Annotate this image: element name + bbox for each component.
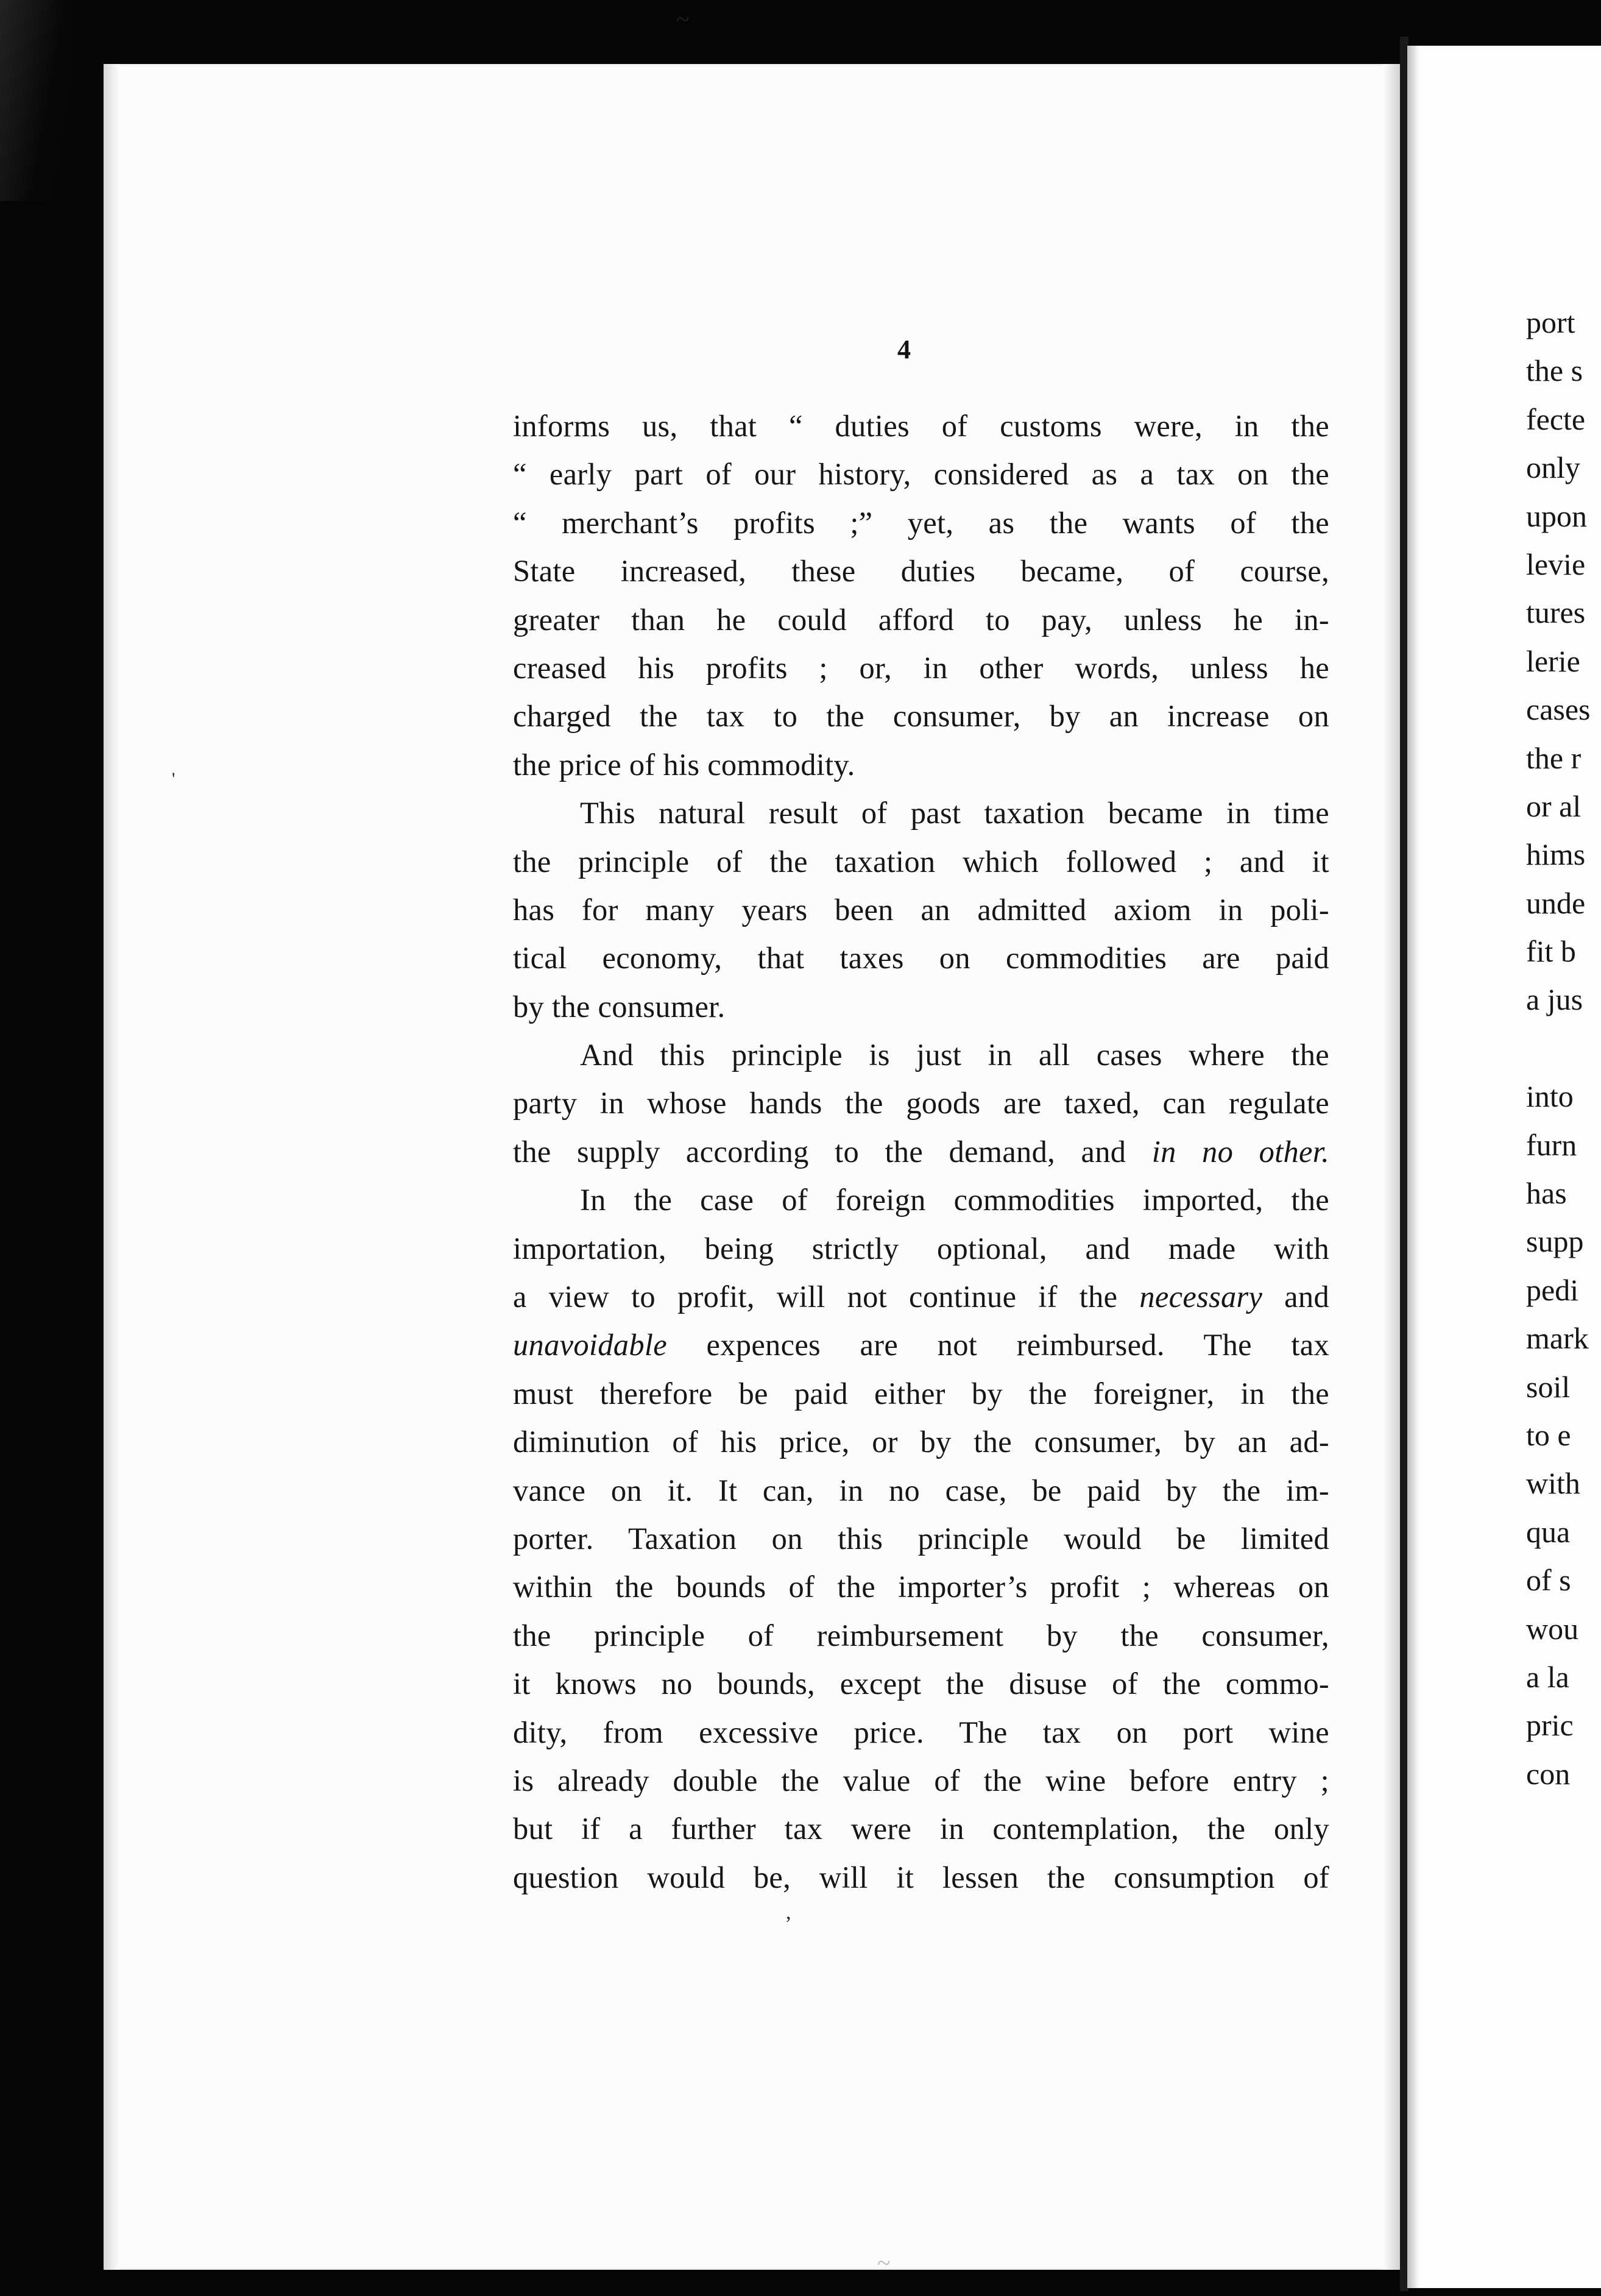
fragment-line: pedi	[1526, 1272, 1579, 1307]
fragment-line: port	[1526, 305, 1575, 339]
fragment-line: to e	[1526, 1417, 1571, 1452]
italic-run: in no other.	[1151, 1134, 1329, 1169]
fragment-line: supp	[1526, 1224, 1584, 1259]
text-line-with-italic	[513, 1128, 1329, 1176]
text-line: informs us, that “ duties of customs were, in the	[513, 409, 1329, 443]
text-line: diminution of his price, or by the consumer, by an ad-	[513, 1425, 1329, 1459]
text-line: the principle of the taxation which followed ; and it	[513, 844, 1329, 879]
text-line: question would be, will it lessen the consumption of	[513, 1860, 1329, 1894]
text-line: importation, being strictly optional, and made with	[513, 1231, 1329, 1266]
fragment-line: tures	[1526, 595, 1586, 630]
fragment-line: qua	[1526, 1514, 1571, 1549]
fragment-line: pric	[1526, 1708, 1574, 1743]
fragment-line: lerie	[1526, 643, 1580, 678]
text-line: greater than he could afford to pay, unless he in-	[513, 602, 1329, 637]
text-line: And this principle is just in all cases where the	[580, 1038, 1329, 1072]
text-line: but if a further tax were in contemplation, the only	[513, 1812, 1329, 1846]
text-run: the supply according to the demand, and	[513, 1134, 1152, 1169]
fragment-line: with	[1526, 1466, 1580, 1501]
text-line: by the consumer.	[513, 989, 726, 1024]
fragment-line: the s	[1526, 353, 1583, 388]
fragment-line: fecte	[1526, 402, 1586, 436]
text-line: “ early part of our history, considered as a tax on the	[513, 457, 1329, 492]
binding-shadow	[0, 0, 73, 201]
text-line-with-italic	[513, 1321, 1329, 1369]
fragment-line: furn	[1526, 1127, 1577, 1162]
italic-run: necessary	[1139, 1280, 1263, 1314]
text-line: charged the tax to the consumer, by an increase on	[513, 699, 1329, 734]
body-text	[513, 402, 1329, 1902]
fragment-line: of s	[1526, 1563, 1571, 1598]
scan-smudge-top: ~	[676, 5, 690, 33]
right-page-text-fragments	[1526, 299, 1601, 1798]
fragment-line: a la	[1526, 1659, 1569, 1694]
fragment-line: con	[1526, 1756, 1571, 1791]
fragment-line: upon	[1526, 498, 1587, 533]
fragment-line: only	[1526, 450, 1580, 485]
fragment-line: fit b	[1526, 934, 1576, 969]
text-line: In the case of foreign commodities imported, the	[580, 1183, 1329, 1217]
fragment-line: soil	[1526, 1369, 1571, 1404]
text-line: “ merchant’s profits ;” yet, as the wants of the	[513, 505, 1329, 540]
text-run: expences are not reimbursed. The tax	[666, 1328, 1329, 1362]
fragment-line: wou	[1526, 1611, 1579, 1646]
text-run: a view to profit, will not continue if the	[513, 1280, 1140, 1314]
text-line: the price of his commodity.	[513, 747, 855, 782]
fragment-line: has	[1526, 1176, 1567, 1211]
text-line: porter. Taxation on this principle would be limited	[513, 1521, 1329, 1556]
fragment-line: the r	[1526, 740, 1582, 775]
text-line: the principle of reimbursement by the consumer,	[513, 1618, 1329, 1653]
fragment-line: levie	[1526, 547, 1586, 581]
text-line: it knows no bounds, except the disuse of the commo-	[513, 1667, 1329, 1701]
fragment-line: a jus	[1526, 982, 1583, 1017]
fragment-line: mark	[1526, 1321, 1589, 1356]
text-line: tical economy, that taxes on commodities are paid	[513, 941, 1329, 976]
page-number: 4	[897, 335, 911, 364]
scan-speck: '	[172, 769, 175, 789]
fragment-line: unde	[1526, 885, 1586, 920]
fragment-line: or al	[1526, 788, 1582, 823]
fragment-line: into	[1526, 1079, 1574, 1114]
scan-smudge-bottom: ~	[877, 2249, 891, 2277]
text-line-with-italic	[513, 1273, 1329, 1321]
text-line: has for many years been an admitted axiom in poli-	[513, 892, 1329, 927]
text-line: State increased, these duties became, of course,	[513, 554, 1329, 589]
text-line: party in whose hands the goods are taxed, can regulate	[513, 1086, 1329, 1121]
fragment-line: cases	[1526, 692, 1591, 727]
text-line: This natural result of past taxation became in time	[580, 796, 1329, 831]
text-line: vance on it. It can, in no case, be paid by the im-	[513, 1473, 1329, 1508]
fragment-line: hims	[1526, 837, 1586, 872]
italic-run: unavoidable	[513, 1328, 667, 1362]
text-line: dity, from excessive price. The tax on port wine	[513, 1715, 1329, 1749]
text-run: and	[1262, 1280, 1329, 1314]
text-line: creased his profits ; or, in other words, unless he	[513, 650, 1329, 685]
text-line: within the bounds of the importer’s profit ; whereas on	[513, 1570, 1329, 1604]
scan-speck: ,	[786, 1901, 791, 1924]
text-line: must therefore be paid either by the foreigner, in the	[513, 1376, 1329, 1411]
text-line: is already double the value of the wine before entry ;	[513, 1763, 1329, 1798]
